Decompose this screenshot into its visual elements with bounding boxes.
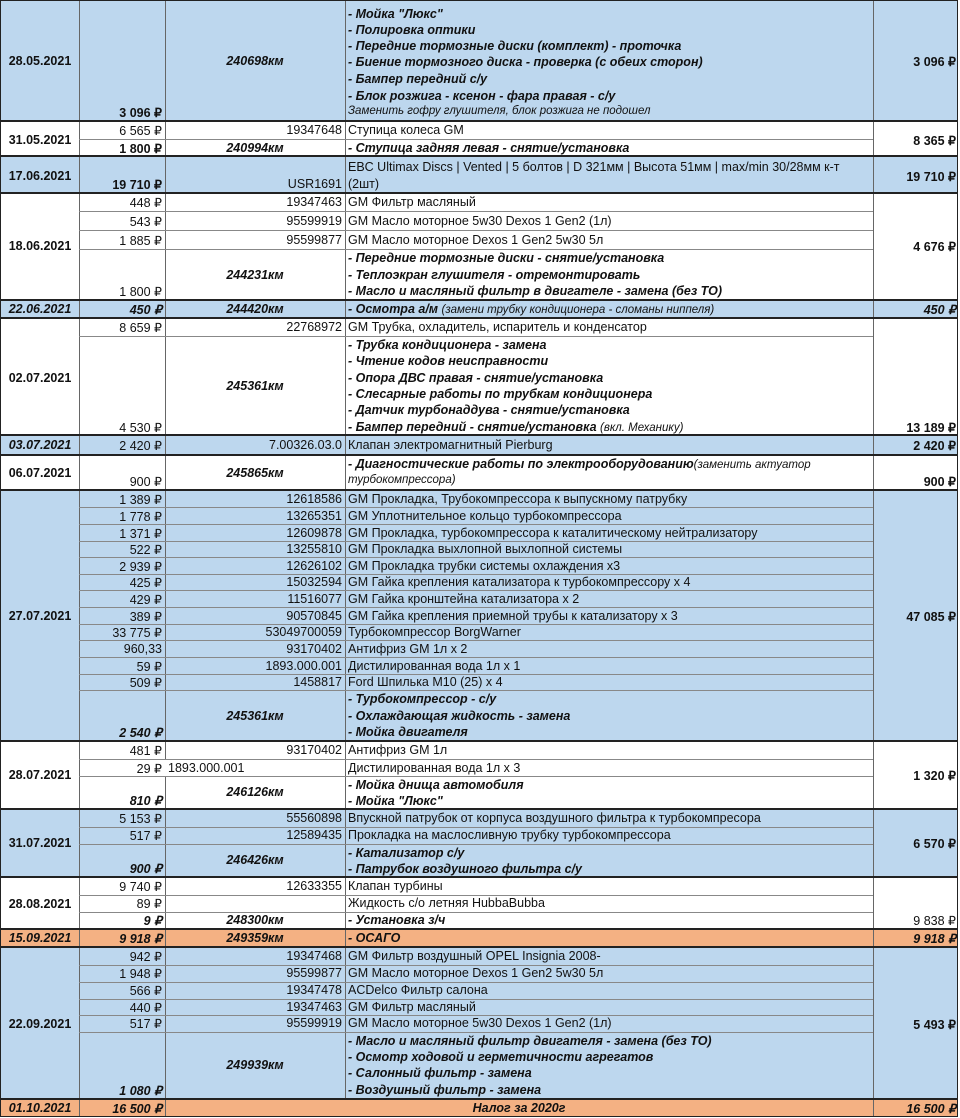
part-code: 13255810	[286, 542, 342, 556]
part-code: 19347468	[286, 949, 342, 963]
work-line: - Чтение кодов неисправности	[348, 354, 549, 368]
part-code: 12589435	[286, 828, 342, 842]
work-line: - Установка з/ч	[348, 913, 446, 927]
work-price: 1 800 ₽	[119, 142, 162, 156]
part-desc: GM Гайка крепления приемной трубы к катализатору х 3	[348, 609, 678, 623]
part-desc: ACDelco Фильтр салона	[348, 983, 488, 997]
work-line: - Мойка "Люкс"	[348, 7, 443, 21]
entry-total: 450 ₽	[923, 303, 956, 317]
part-desc: GM Прокладка трубки системы охлаждения х3	[348, 559, 621, 573]
part-price: 440 ₽	[129, 1001, 162, 1015]
part-code: 1458817	[293, 675, 342, 689]
entry-total: 47 085 ₽	[906, 610, 956, 624]
part-desc: Ford Шпилька М10 (25) х 4	[348, 675, 503, 689]
part-code: 22768972	[286, 320, 342, 334]
work-line: - Турбокомпрессор - с/у	[348, 692, 497, 706]
entry-total: 1 320 ₽	[913, 769, 956, 783]
work-line: - Слесарные работы по трубкам кондиционера	[348, 387, 653, 401]
entry-06-07-2021	[0, 455, 958, 490]
part-code: 95599919	[286, 214, 342, 228]
entry-15-09-2021	[0, 929, 958, 947]
part-code: 53049700059	[265, 625, 342, 639]
entry-mileage: 246426км	[226, 853, 284, 867]
part-desc: GM Гайка кронштейна катализатора х 2	[348, 592, 580, 606]
part-desc: Впускной патрубок от корпуса воздушного фильтра к турбокомпресора	[348, 811, 761, 825]
part-code: 15032594	[286, 575, 342, 589]
part-price: 509 ₽	[129, 676, 162, 690]
part-desc: GM Уплотнительное кольцо турбокомпрессора	[348, 509, 622, 523]
tax-label: Налог за 2020г	[472, 1101, 566, 1115]
part-code: 19347463	[286, 1000, 342, 1014]
part-code: USR1691	[287, 177, 342, 191]
part-price: 1 778 ₽	[119, 510, 162, 524]
entry-total: 5 493 ₽	[913, 1018, 956, 1032]
work-line: - ОСАГО	[348, 931, 401, 945]
entry-date: 22.09.2021	[8, 1017, 72, 1031]
entry-27-07-2021	[0, 490, 958, 741]
work-line: - Катализатор с/у	[348, 846, 465, 860]
part-code: 1893.000.001	[168, 761, 245, 775]
part-code: 12609878	[286, 526, 342, 540]
part-price: 8 659 ₽	[119, 321, 162, 335]
work-line: - Биение тормозного диска - проверка (с обеих сторон)	[348, 55, 703, 69]
part-price: 517 ₽	[129, 1017, 162, 1031]
entry-date: 27.07.2021	[8, 609, 72, 623]
entry-price: 9 918 ₽	[119, 932, 162, 946]
part-price: 1 371 ₽	[119, 527, 162, 541]
entry-total: 9 838 ₽	[913, 914, 956, 928]
part-code: 90570845	[286, 609, 342, 623]
entry-date: 06.07.2021	[8, 466, 72, 480]
entry-31-07-2021	[0, 809, 958, 877]
part-code: 19347463	[286, 195, 342, 209]
work-line	[345, 302, 873, 316]
part-price: 29 ₽	[136, 762, 162, 776]
work-price: 9 ₽	[143, 914, 162, 928]
work-line: - Ступица задняя левая - снятие/установка	[348, 141, 630, 155]
work-line: - Передние тормозные диски - снятие/установка	[348, 251, 665, 265]
entry-total: 2 420 ₽	[913, 439, 956, 453]
entry-note: (заменить актуатор	[693, 459, 811, 471]
work-line: - Датчик турбонаддува - снятие/установка	[348, 403, 630, 417]
work-line: - Полировка оптики	[348, 23, 476, 37]
part-desc-cont: (2шт)	[348, 177, 380, 191]
entry-03-07-2021	[0, 435, 958, 455]
work-line: - Мойка днища автомобиля	[348, 778, 524, 792]
work-line: - Охлаждающая жидкость - замена	[348, 709, 571, 723]
part-desc: Дистилированная вода 1л х 3	[348, 761, 521, 775]
part-desc: EBC Ultimax Discs | Vented | 5 болтов | D 321мм | Высота 51мм | max/min 30/28мм к-т	[348, 160, 840, 174]
part-desc: GM Масло моторное Dexos 1 Gen2 5w30 5л	[348, 966, 604, 980]
part-price: 1 389 ₽	[119, 493, 162, 507]
entry-22-09-2021	[0, 947, 958, 1099]
work-line: - Осмотр ходовой и герметичности агрегатов	[348, 1050, 654, 1064]
work-line: - Опора ДВС правая - снятие/установка	[348, 371, 604, 385]
work-title: - Диагностические работы по электрооборудованию	[348, 457, 694, 471]
entry-price: 19 710 ₽	[112, 178, 162, 192]
part-price: 59 ₽	[136, 660, 162, 674]
part-desc: GM Масло моторное 5w30 Dexos 1 Gen2 (1л)	[348, 214, 612, 228]
work-price: 1 800 ₽	[119, 285, 162, 299]
entry-28-07-2021	[0, 741, 958, 809]
part-code: 11516077	[287, 592, 342, 606]
entry-18-06-2021	[0, 193, 958, 300]
part-price: 942 ₽	[129, 950, 162, 964]
entry-date: 22.06.2021	[8, 302, 72, 316]
part-desc: Клапан электромагнитный Pierburg	[348, 438, 553, 452]
part-price: 6 565 ₽	[119, 124, 162, 138]
entry-price: 16 500 ₽	[112, 1102, 162, 1116]
work-title: - Бампер передний - снятие/установка	[348, 420, 597, 434]
entry-mileage: 249939км	[226, 1058, 284, 1072]
entry-date: 17.06.2021	[8, 169, 72, 183]
work-line: - Мойка "Люкс"	[348, 794, 443, 808]
part-desc: Дистилированная вода 1л х 1	[348, 659, 521, 673]
entry-total: 16 500 ₽	[906, 1102, 956, 1116]
work-line: - Бампер передний с/у	[348, 72, 488, 86]
part-price: 429 ₽	[129, 593, 162, 607]
entry-price: 450 ₽	[129, 303, 162, 317]
part-price: 2 420 ₽	[119, 439, 162, 453]
entry-total: 3 096 ₽	[913, 55, 956, 69]
entry-total: 6 570 ₽	[913, 837, 956, 851]
part-code: 13265351	[286, 509, 342, 523]
work-line	[345, 457, 873, 471]
part-desc: Жидкость с/о летняя HubbaBubba	[348, 896, 545, 910]
part-desc: Прокладка на маслосливную трубку турбокомпрессора	[348, 828, 671, 842]
entry-mileage: 249359км	[226, 931, 284, 945]
part-desc: GM Гайка крепления катализатора к турбокомпрессору х 4	[348, 575, 691, 589]
entry-date: 03.07.2021	[8, 438, 72, 452]
part-desc: GM Фильтр масляный	[348, 195, 476, 209]
part-desc: Антифриз GM 1л	[348, 743, 448, 757]
work-line: - Передние тормозные диски (комплект) - проточка	[348, 39, 682, 53]
part-desc: GM Фильтр воздушный OPEL Insignia 2008-	[348, 949, 601, 963]
part-price: 5 153 ₽	[119, 812, 162, 826]
part-code: 1893.000.001	[265, 659, 342, 673]
work-line: - Теплоэкран глушителя - отремонтировать	[348, 268, 641, 282]
entry-mileage: 245361км	[226, 379, 284, 393]
part-price: 425 ₽	[129, 576, 162, 590]
part-code: 95599919	[286, 1016, 342, 1030]
part-price: 89 ₽	[136, 897, 162, 911]
entry-price: 3 096 ₽	[119, 106, 162, 120]
work-line: - Масло и масляный фильтр двигателя - замена (без ТО)	[348, 1034, 712, 1048]
work-line: - Мойка двигателя	[348, 725, 468, 739]
entry-total: 4 676 ₽	[913, 240, 956, 254]
work-line: - Салонный фильтр - замена	[348, 1066, 532, 1080]
entry-mileage: 244231км	[226, 268, 284, 282]
entry-total: 900 ₽	[923, 475, 956, 489]
work-line: - Блок розжига - ксенон - фара правая - с/у	[348, 89, 616, 103]
entry-02-07-2021	[0, 318, 958, 435]
entry-mileage: 245361км	[226, 709, 284, 723]
part-code: 95599877	[286, 966, 342, 980]
part-code: 12626102	[286, 559, 342, 573]
part-code: 12618586	[286, 492, 342, 506]
entry-note: Заменить гофру глушителя, блок розжига не подошел	[348, 105, 651, 117]
entry-28-05-2021	[0, 0, 958, 121]
work-line: - Трубка кондиционера - замена	[348, 338, 547, 352]
part-desc: GM Прокладка, Трубокомпрессора к выпускному патрубку	[348, 492, 688, 506]
part-desc: GM Фильтр масляный	[348, 1000, 476, 1014]
entry-mileage: 245865км	[226, 466, 284, 480]
entry-date: 28.08.2021	[8, 897, 72, 911]
work-line: - Воздушный фильтр - замена	[348, 1083, 542, 1097]
entry-date: 02.07.2021	[8, 371, 72, 385]
entry-note: (замени трубку кондиционера - сломаны ниппеля)	[441, 304, 715, 316]
entry-mileage: 248300км	[226, 913, 284, 927]
part-price: 33 775 ₽	[112, 626, 162, 640]
part-desc: GM Трубка, охладитель, испаритель и конденсатор	[348, 320, 647, 334]
entry-price: 900 ₽	[129, 475, 162, 489]
part-price: 517 ₽	[129, 829, 162, 843]
entry-date: 28.07.2021	[8, 768, 72, 782]
entry-note-cont: турбокомпрессора)	[348, 474, 456, 486]
entry-mileage: 246126км	[226, 785, 284, 799]
entry-mileage: 240994км	[226, 141, 284, 155]
work-price: 900 ₽	[129, 862, 162, 876]
part-desc: Клапан турбины	[348, 879, 443, 893]
part-code: 93170402	[286, 743, 342, 757]
part-price: 481 ₽	[129, 744, 162, 758]
part-code: 93170402	[286, 642, 342, 656]
part-price: 1 885 ₽	[119, 234, 162, 248]
entry-total: 8 365 ₽	[913, 134, 956, 148]
part-desc: GM Прокладка, турбокомпрессора к каталитическому нейтрализатору	[348, 526, 758, 540]
entry-17-06-2021	[0, 156, 958, 193]
entry-total: 13 189 ₽	[906, 421, 956, 435]
part-price: 566 ₽	[129, 984, 162, 998]
part-code: 19347478	[286, 983, 342, 997]
entry-date: 31.07.2021	[8, 836, 72, 850]
work-title: - Осмотра а/м	[348, 302, 439, 316]
entry-date: 28.05.2021	[8, 54, 72, 68]
part-desc: GM Масло моторное Dexos 1 Gen2 5w30 5л	[348, 233, 604, 247]
work-line: - Масло и масляный фильтр в двигателе - замена (без ТО)	[348, 284, 723, 298]
entry-date: 15.09.2021	[8, 931, 72, 945]
work-price: 2 540 ₽	[119, 726, 162, 740]
entry-22-06-2021	[0, 300, 958, 318]
part-price: 1 948 ₽	[119, 967, 162, 981]
entry-31-05-2021	[0, 121, 958, 156]
part-desc: Турбокомпрессор BorgWarner	[348, 625, 521, 639]
work-line	[345, 420, 873, 434]
work-price: 810 ₽	[129, 794, 162, 808]
part-code: 7.00326.03.0	[269, 438, 342, 452]
part-code: 95599877	[286, 233, 342, 247]
entry-date: 01.10.2021	[8, 1101, 72, 1115]
entry-mileage: 240698км	[226, 54, 284, 68]
part-code: 12633355	[286, 879, 342, 893]
entry-date: 31.05.2021	[8, 133, 72, 147]
entry-mileage: 244420км	[226, 302, 284, 316]
part-desc: Антифриз GM 1л х 2	[348, 642, 468, 656]
entry-note: (вкл. Механику)	[600, 422, 684, 434]
entry-01-10-2021	[0, 1099, 958, 1117]
part-price: 448 ₽	[129, 196, 162, 210]
part-price: 9 740 ₽	[119, 880, 162, 894]
part-code: 19347648	[286, 123, 342, 137]
part-price: 2 939 ₽	[119, 560, 162, 574]
entry-28-08-2021	[0, 877, 958, 929]
part-desc: GM Масло моторное 5w30 Dexos 1 Gen2 (1л)	[348, 1016, 612, 1030]
part-price: 522 ₽	[129, 543, 162, 557]
part-price: 960,33	[123, 642, 162, 656]
part-desc: GM Прокладка выхлопной выхлопной системы	[348, 542, 623, 556]
entry-date: 18.06.2021	[8, 239, 72, 253]
entry-total: 19 710 ₽	[906, 170, 956, 184]
entry-total: 9 918 ₽	[913, 932, 956, 946]
part-price: 389 ₽	[129, 610, 162, 624]
part-code: 55560898	[286, 811, 342, 825]
part-desc: Ступица колеса GM	[348, 123, 464, 137]
work-line: - Патрубок воздушного фильтра с/у	[348, 862, 582, 876]
work-price: 1 080 ₽	[119, 1084, 162, 1098]
work-price: 4 530 ₽	[119, 421, 162, 435]
part-price: 543 ₽	[129, 215, 162, 229]
